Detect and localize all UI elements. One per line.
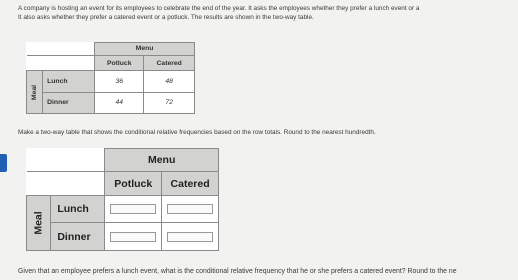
cell-lunch-potluck: 36 <box>95 71 144 92</box>
row-header-dinner: Dinner <box>51 223 105 251</box>
intro-line-2: It also asks whether they prefer a catered event or a potluck. The results are shown in the two-way table. <box>18 13 314 21</box>
menu-header: Menu <box>105 149 219 172</box>
column-header-potluck: Potluck <box>95 55 144 71</box>
dinner-potluck-input[interactable] <box>110 232 156 242</box>
cell-dinner-potluck <box>105 223 162 251</box>
column-header-potluck: Potluck <box>105 172 162 195</box>
question-text: Given that an employee prefers a lunch event, what is the conditional relative frequency that he or she prefers a catered event? Round to the ne <box>18 268 457 275</box>
question-marker <box>0 154 7 172</box>
cell-dinner-catered <box>162 223 219 251</box>
row-header-lunch: Lunch <box>51 195 105 223</box>
meal-header <box>27 195 51 250</box>
cell-lunch-potluck <box>105 195 162 223</box>
row-header-dinner: Dinner <box>43 92 95 113</box>
cell-dinner-catered: 72 <box>144 92 195 113</box>
given-two-way-table <box>26 42 195 114</box>
column-header-catered: Catered <box>144 55 195 71</box>
table-corner <box>27 55 95 71</box>
cell-dinner-potluck: 44 <box>95 92 144 113</box>
table-corner <box>27 149 105 172</box>
instruction-text: Make a two-way table that shows the conditional relative frequencies based on the row totals. Round to the nearest hundredth. <box>18 129 376 136</box>
meal-header-label: Meal <box>31 84 39 100</box>
cell-lunch-catered: 48 <box>144 71 195 92</box>
answer-two-way-table <box>26 148 219 251</box>
cell-lunch-catered <box>162 195 219 223</box>
dinner-catered-input[interactable] <box>167 232 213 242</box>
table-corner <box>27 43 95 56</box>
meal-header-label: Meal <box>32 211 45 235</box>
intro-line-1: A company is hosting an event for its employees to celebrate the end of the year. It asks the employees whether they prefer a lunch event or a <box>18 5 420 12</box>
lunch-catered-input[interactable] <box>167 204 213 214</box>
meal-header <box>27 71 43 114</box>
lunch-potluck-input[interactable] <box>110 204 156 214</box>
column-header-catered: Catered <box>162 172 219 195</box>
table-corner <box>27 172 105 195</box>
menu-header: Menu <box>95 43 195 56</box>
row-header-lunch: Lunch <box>43 71 95 92</box>
